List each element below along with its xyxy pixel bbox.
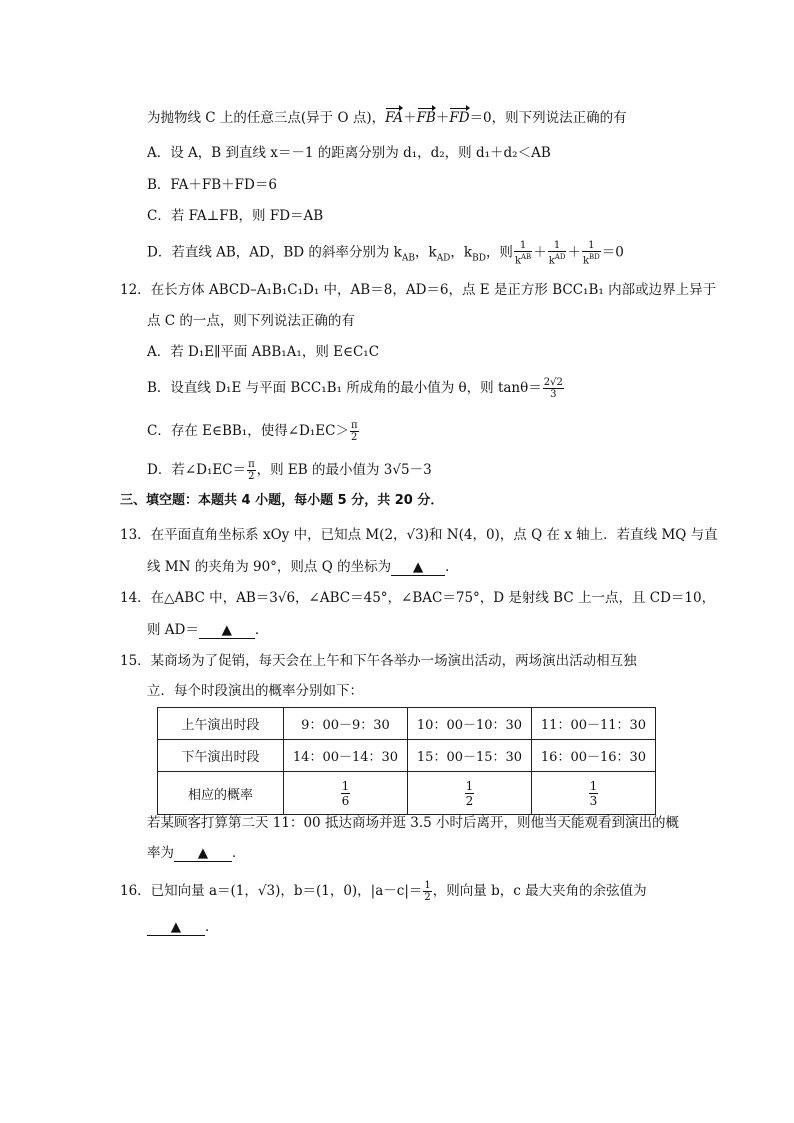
q13-line2: 线 MN 的夹角为 90°，则点 Q 的坐标为 ▲ ．	[147, 559, 459, 575]
table-cell: 下午演出时段	[158, 740, 284, 772]
table-row	[158, 740, 656, 772]
table-cell: 9：00－9：30	[284, 708, 408, 740]
q14-line1: 14．在△ABC 中，AB＝3√6，∠ABC＝45°，∠BAC＝75°，D 是射线 BC 上一点，且 CD＝10，	[120, 590, 716, 606]
q15-line1: 15．某商场为了促销，每天会在上午和下午各举办一场演出活动，两场演出活动相互独	[120, 653, 637, 669]
table-cell: $\frac{1}{3}$	[532, 772, 656, 815]
q16-line2: ▲ ．	[147, 916, 219, 938]
q12-option-c: C．存在 E∈BB₁，使得∠D₁EC＞ $\frac{\pi}{2}$	[147, 420, 358, 443]
q11-stem: 为抛物线 C 上的任意三点(异于 O 点)，FA＋FB＋FD＝0，则下列说法正确的有	[147, 107, 627, 129]
q15-line2: 立．每个时段演出的概率分别如下：	[147, 683, 363, 699]
table-cell: 11：00－11：30	[532, 708, 656, 740]
q12-option-a: A．若 D₁E∥平面 ABB₁A₁，则 E∈C₁C	[147, 344, 380, 360]
q15-line3: 若某顾客打算第二天 11：00 抵达商场并逛 3.5 小时后离开，则他当天能观看到演出的概	[147, 815, 679, 831]
table-cell: $\frac{1}{6}$	[284, 772, 408, 815]
q12-option-d: D．若∠D₁EC＝ $\frac{\pi}{2}$ ，则 EB 的最小值为 3√5－3	[147, 459, 432, 482]
q12-stem-line1: 12．在长方体 ABCD–A₁B₁C₁D₁ 中，AB＝8，AD＝6，点 E 是正方形 BCC₁B₁ 内部或边界上异于	[120, 282, 717, 298]
q11-option-c: C．若 FA⊥FB，则 FD＝AB	[147, 208, 324, 224]
q11-option-a: A．设 A，B 到直线 x＝－1 的距离分别为 d₁，d₂，则 d₁＋d₂＜AB	[147, 145, 551, 161]
q15-answer-blank[interactable]: ▲	[174, 845, 232, 862]
table-cell: 相应的概率	[158, 772, 284, 815]
table-cell: 上午演出时段	[158, 708, 284, 740]
table-row	[158, 708, 656, 740]
table-cell: 15：00－15：30	[408, 740, 532, 772]
table-cell: 16：00－16：30	[532, 740, 656, 772]
q13-answer-blank[interactable]: ▲	[391, 559, 445, 576]
q15-line4: 率为 ▲ ．	[147, 845, 246, 861]
q16-answer-blank[interactable]: ▲	[147, 919, 205, 936]
table-cell: $\frac{1}{2}$	[408, 772, 532, 815]
q12-option-b: B．设直线 D₁E 与平面 BCC₁B₁ 所成角的最小值为 θ，则 tanθ＝ $\frac{2√2}{3}$	[147, 377, 563, 400]
table-row	[158, 772, 656, 815]
q12-stem-line2: 点 C 的一点，则下列说法正确的有	[147, 313, 355, 329]
q13-line1: 13．在平面直角坐标系 xOy 中，已知点 M(2，√3)和 N(4，0)，点 Q 在 x 轴上．若直线 MQ 与直	[120, 527, 718, 543]
section-heading: 三、填空题：本题共 4 小题，每小题 5 分，共 20 分．	[120, 493, 444, 508]
q11-option-d: D．若直线 AB，AD，BD 的斜率分别为 $k_{AB}$，$k_{AD}$，$k_{BD}$，则 $\frac{1}{k^{AB}}$ ＋ $\frac{1}{k^{AD}}$ ＋ $\frac{1}{k^{BD}}$ ＝0	[147, 240, 624, 267]
probability-table	[157, 707, 656, 815]
table-cell: 10：00－10：30	[408, 708, 532, 740]
q14-line2: 则 AD＝ ▲ ．	[147, 622, 269, 638]
q16-line1: 16．已知向量 a＝(1，√3)，b＝(1，0)，|a－c|＝ $\frac{1}{2}$ ，则向量 b，c 最大夹角的余弦值为	[120, 880, 647, 903]
q11-option-b: B．FA＋FB＋FD＝6	[147, 177, 277, 193]
q14-answer-blank[interactable]: ▲	[199, 622, 255, 639]
table-cell: 14：00－14：30	[284, 740, 408, 772]
